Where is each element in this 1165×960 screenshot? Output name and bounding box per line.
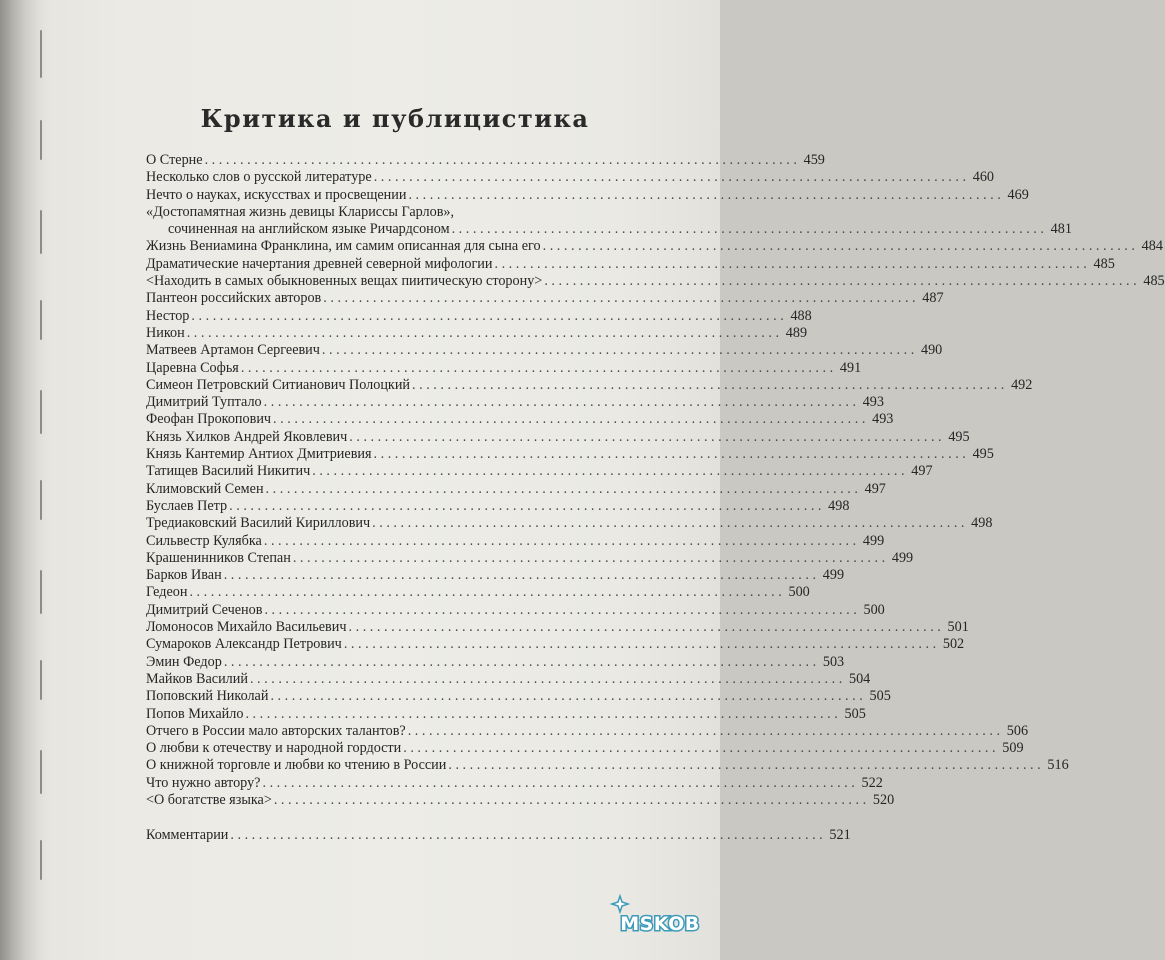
toc-entry-page: 499 [891,549,914,566]
dot-leader [264,602,856,619]
toc-entry [146,705,866,723]
toc-entry-title: Димитрий Туптало [146,394,262,411]
dot-leader [312,463,904,480]
dot-leader [349,429,941,446]
toc-entry-title: Сумароков Александр Петрович [146,636,342,653]
toc-entry-page: 495 [972,446,994,463]
toc-entry-title: Нестор [146,307,190,324]
dot-leader [372,515,964,532]
toc-entry-page: 506 [1006,722,1029,739]
toc-entry-page: 500 [863,601,885,618]
toc-entry-title: О Стерне [146,152,203,168]
dot-leader [264,533,856,550]
toc-entry-page: 481 [1050,221,1072,238]
toc-entry [146,152,825,169]
toc-entry-page: 499 [862,532,885,549]
dot-leader [230,827,822,844]
toc-entry-page: 497 [911,463,933,480]
toc-entry-title: Феофан Прокопович [146,411,272,428]
toc-entry-page: 490 [920,342,943,359]
toc-entry [146,342,943,359]
toc-entry-title: Пантеон российских авторов [146,290,322,307]
dot-leader [187,325,779,342]
toc-entry [146,428,970,446]
binding-stitch [40,30,42,78]
dot-leader [349,619,941,636]
toc-entry-title: Майков Василий [146,670,248,687]
dot-leader [403,740,995,757]
dot-leader [408,723,1000,740]
section-heading: Критика и публицистика [200,104,590,133]
toc-entry [146,463,933,480]
toc-entry-title: Несколько слов о русской литературе [146,169,372,186]
toc-entry-page: 521 [829,827,851,844]
toc-entry-title: Отчего в России мало авторских талантов? [146,722,406,739]
toc-entry [146,670,871,688]
toc-entry-title: Драматические начертания древней северной мифологии [146,255,493,272]
toc-entry-title: Матвеев Артамон Сергеевич [146,342,320,359]
toc-entry-title: Барков Иван [146,567,222,584]
toc-entry [146,653,845,671]
toc-entry-page: 504 [848,670,871,687]
dot-leader [205,152,797,169]
toc-entry-title: Попов Михайло [146,705,244,722]
toc-entry-title: Гедеон [146,584,188,601]
dot-leader [322,342,914,359]
dot-leader [374,169,966,186]
watermark-logo [610,890,714,950]
sparkle-icon [612,896,628,912]
toc-entry-page: 522 [861,774,883,791]
toc-entry [146,273,1165,290]
toc-entry-page: 460 [972,169,995,186]
toc-entry-title: Что нужно автору? [146,774,261,791]
toc-entry-title: «Достопамятная жизнь девицы Клариссы Гарлов», [146,203,455,220]
toc-entry-page: 469 [1007,186,1029,203]
dot-leader [452,221,1044,238]
dot-leader [494,256,1086,273]
toc-entry [146,619,969,636]
toc-entry-page: 484 [1141,238,1163,255]
dot-leader [408,187,1000,204]
dot-leader [229,498,821,515]
toc-entry [146,307,812,325]
dot-leader [266,481,858,498]
toc-entry-title: <Находить в самых обыкновенных вещах пиитическую сторону> [146,273,543,290]
toc-entry [146,324,808,342]
toc-entry-page: 509 [1002,740,1024,757]
toc-entry [146,480,886,498]
toc-entry-title: <О богатстве языка> [146,791,272,808]
toc-entry-title: Комментарии [146,827,229,844]
toc-entry-page: 499 [822,567,845,584]
toc-entry-title: Димитрий Сеченов [146,601,263,618]
dot-leader [245,706,837,723]
toc-entry-title: Симеон Петровский Ситианович Полоцкий [146,376,411,393]
dot-leader [224,654,816,671]
toc-entry-title: Буслаев Петр [146,497,228,514]
toc-entry [146,549,914,567]
toc-entry-title: О книжной торговле и любви ко чтению в России [146,757,447,774]
toc-entry-title: сочиненная на английском языке Ричардсоном [168,221,450,238]
toc-entry [146,827,851,844]
toc-entry [146,169,995,186]
toc-entry-page: 500 [788,584,810,601]
toc-entry [146,359,862,377]
toc-entry-page: 505 [844,705,866,722]
toc-entry [146,411,894,428]
toc-entry-page: 488 [790,307,812,324]
toc-entry [146,238,1163,255]
toc-entry-title: Сильвестр Кулябка [146,532,262,549]
toc-entry [146,774,883,792]
toc-entry [146,221,1072,238]
toc-entry [146,636,965,653]
toc-entry [146,255,1115,273]
toc-entry [146,186,1029,204]
toc-entry-page: 497 [864,480,886,497]
toc-entry [146,757,1069,774]
table-of-contents [146,152,1165,845]
toc-entry [146,722,1029,740]
toc-entry [146,446,994,463]
toc-entry-title: Тредиаковский Василий Кириллович [146,515,371,532]
toc-entry [146,740,1024,757]
binding-stitch [40,570,42,614]
toc-entry-title: Жизнь Вениамина Франклина, им самим описанная для сына его [146,238,541,255]
dot-leader [189,584,781,601]
toc-entry [146,376,1033,394]
toc-entry-page: 503 [822,653,845,670]
toc-entry [146,567,845,584]
toc-entry [146,515,993,532]
toc-entry-page: 492 [1011,376,1033,393]
dot-leader [270,688,862,705]
toc-entry-title: Климовский Семен [146,480,264,497]
dot-leader [448,757,1040,774]
binding-stitch [40,210,42,254]
dot-leader [274,792,866,809]
toc-entry-page: 498 [828,497,850,514]
dot-leader [323,290,915,307]
toc-entry-title: Князь Кантемир Антиох Дмитриевия [146,446,372,463]
toc-entry [146,394,884,411]
toc-entry-page: 493 [862,394,884,411]
toc-entry-page: 505 [869,688,891,705]
toc-entry-title: Нечто о науках, искусствах и просвещении [146,186,407,203]
toc-entry-title: Татищев Василий Никитич [146,463,311,480]
binding-stitch [40,300,42,340]
toc-entry-title: Крашенинников Степан [146,549,291,566]
toc-entry [146,532,885,550]
watermark-text: MSKOB [620,913,700,935]
binding-stitch [40,480,42,520]
toc-entry-title: Князь Хилков Андрей Яковлевич [146,428,348,445]
toc-entry-page: 491 [839,359,862,376]
toc-entry-page: 498 [971,515,993,532]
toc-entry-page: 502 [942,636,965,653]
binding-stitch [40,840,42,880]
toc-entry-page: 489 [785,324,808,341]
toc-entry [146,688,891,705]
toc-entry-title: Никон [146,324,185,341]
dot-leader [264,394,856,411]
toc-entry [146,497,850,515]
dot-leader [412,377,1004,394]
binding-stitch [40,660,42,700]
toc-entry-page: 493 [872,411,894,428]
dot-leader [344,636,936,653]
toc-entry-page: 485 [1093,255,1115,272]
toc-entry-page: 487 [922,290,944,307]
binding-stitch [40,390,42,434]
dot-leader [224,567,816,584]
toc-entry-title: Ломоносов Михайло Васильевич [146,619,347,636]
dot-leader [250,671,842,688]
toc-entry-title: Поповский Николай [146,688,269,705]
toc-entry-page: 520 [872,791,895,808]
toc-entry [146,584,810,601]
binding-stitch [40,750,42,794]
dot-leader [544,273,1136,290]
toc-entry [146,290,944,307]
toc-entry-page: 495 [948,428,970,445]
dot-leader [293,550,885,567]
toc-entry-title: Царевна Софья [146,359,239,376]
dot-leader [241,360,833,377]
toc-entry-title: О любви к отечеству и народной гордости [146,740,402,757]
toc-entry-page: 485 [1143,273,1165,290]
dot-leader [262,775,854,792]
toc-entry [146,601,885,619]
dot-leader [543,238,1135,255]
toc-entry-title: Эмин Федор [146,653,222,670]
toc-entry-page: 459 [803,152,825,168]
toc-entry-page: 516 [1047,757,1069,774]
dot-leader [273,411,865,428]
toc-entry [146,204,625,221]
dot-leader [374,446,966,463]
dot-leader [191,308,783,325]
toc-entry [146,791,895,809]
toc-entry-page: 501 [947,619,969,636]
